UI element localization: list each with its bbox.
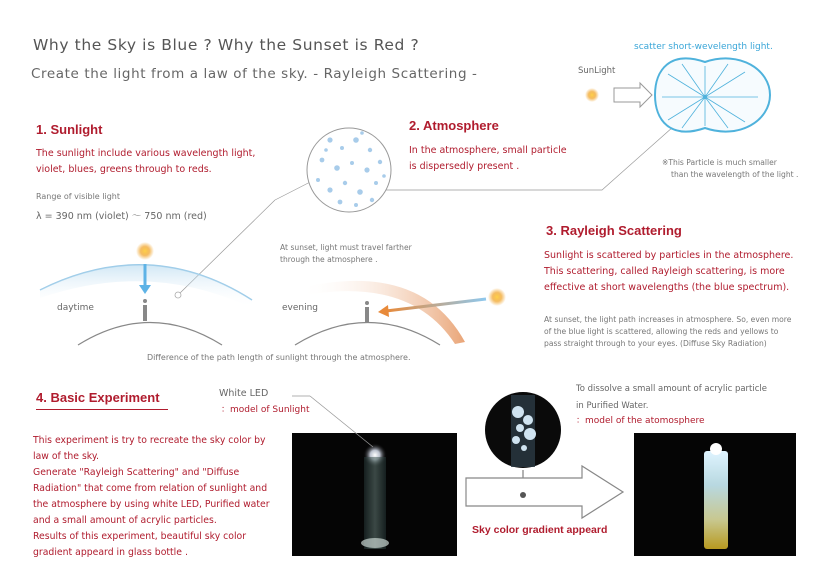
text-line: To dissolve a small amount of acrylic particle xyxy=(576,384,767,394)
text-line: and a small amount of acrylic particles. xyxy=(33,515,217,526)
sunlight-label: SunLight xyxy=(578,66,616,76)
range-label: Range of visible light xyxy=(36,192,120,201)
text-line: Sunlight is scattered by particles in the atmosphere. xyxy=(544,250,794,261)
text-line: than the wavelength of the light . xyxy=(671,170,799,179)
section-atmosphere-heading: 2. Atmosphere xyxy=(409,118,499,133)
led-model: ：model of Sunlight xyxy=(221,405,310,415)
observer-head xyxy=(143,299,147,303)
text-line: gradient appeard in glass bottle . xyxy=(33,547,188,558)
text-line: the atmosphere by using white LED, Purified water xyxy=(33,499,270,510)
text-line: effective at short wavelengths (the blue spectrum). xyxy=(544,282,790,293)
page-title: Why the Sky is Blue ? Why the Sunset is Red ? xyxy=(33,36,420,54)
text-line: This experiment is try to recreate the sky color by xyxy=(33,435,266,446)
particle-circle xyxy=(307,128,391,212)
section-rayleigh-heading: 3. Rayleigh Scattering xyxy=(546,223,682,238)
text-line: law of the sky. xyxy=(33,451,99,462)
sun-icon xyxy=(136,242,154,260)
text-line: is dispersedly present . xyxy=(409,161,520,172)
observer-icon xyxy=(365,307,369,323)
text-line: Radiation" that come from relation of sunlight and xyxy=(33,483,268,494)
connector-dot xyxy=(520,492,526,498)
text-line: through the atmosphere . xyxy=(280,255,378,264)
result-label: Sky color gradient appeard xyxy=(472,524,608,536)
text-line: At sunset, the light path increases in atmosphere. So, even more xyxy=(544,315,792,324)
section-sunlight-heading: 1. Sunlight xyxy=(36,122,103,137)
observer-head xyxy=(365,301,369,305)
particle-model: ：model of the atomosphere xyxy=(576,416,705,426)
page-subtitle: Create the light from a law of the sky. - Rayleigh Scattering - xyxy=(31,66,478,82)
text-line: This scattering, called Rayleigh scattering, is more xyxy=(544,266,785,277)
connector-line xyxy=(386,103,700,190)
daytime-label: daytime xyxy=(57,303,94,313)
text-line: ※This Particle is much smaller xyxy=(662,158,777,167)
path-caption: Difference of the path length of sunlight through the atmosphere. xyxy=(147,353,411,362)
scatter-shape xyxy=(655,58,770,131)
section-experiment-heading: 4. Basic Experiment xyxy=(36,390,168,410)
text-line: The sunlight include various wavelength light, xyxy=(36,148,256,159)
observer-icon xyxy=(143,305,147,321)
evening-earth-arc xyxy=(295,323,440,346)
led-connector xyxy=(310,396,373,447)
process-arrow-icon xyxy=(466,466,623,518)
led-label: White LED xyxy=(219,388,269,399)
sun-icon xyxy=(585,88,599,102)
arrow-head xyxy=(378,305,389,317)
arrow-icon xyxy=(614,83,652,107)
text-line: At sunset, light must travel farther xyxy=(280,243,412,252)
text-line: Generate "Rayleigh Scattering" and "Diffuse xyxy=(33,467,240,478)
text-line: pass straight through to your eyes. (Diffuse Sky Radiation) xyxy=(544,339,767,348)
text-line: In the atmosphere, small particle xyxy=(409,145,567,156)
particle-marker xyxy=(175,292,181,298)
daytime-earth-arc xyxy=(78,323,222,346)
scatter-caption: scatter short-wevelength light. xyxy=(634,42,773,52)
sun-icon xyxy=(488,288,506,306)
arrow-head xyxy=(139,285,151,294)
text-line: in Purified Water. xyxy=(576,401,649,411)
text-line: Results of this experiment, beautiful sky color xyxy=(33,531,247,542)
evening-label: evening xyxy=(282,303,319,313)
text-line: of the blue light is scattered, allowing the reds and yellows to xyxy=(544,327,779,336)
range-value: λ = 390 nm (violet) ～ 750 nm (red) xyxy=(36,211,207,222)
particle-dot xyxy=(703,95,707,99)
text-line: violet, blues, greens through to reds. xyxy=(36,164,212,175)
